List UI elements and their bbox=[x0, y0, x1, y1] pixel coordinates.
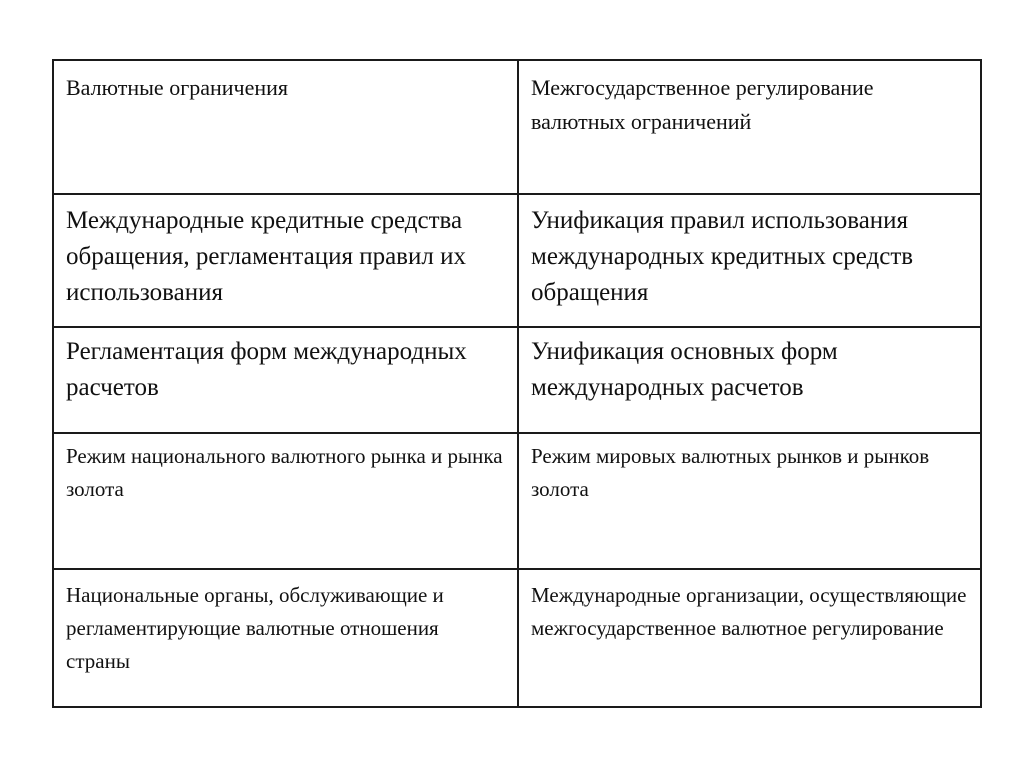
cell-text: Режим мировых валютных рынков и рынков золота bbox=[531, 444, 930, 501]
table-row bbox=[53, 433, 981, 569]
table-cell-left bbox=[53, 569, 518, 707]
table-cell-right bbox=[518, 60, 981, 194]
cell-text: Валютные ограничения bbox=[66, 75, 289, 100]
table-cell-left bbox=[53, 433, 518, 569]
cell-text: Регламентация форм международных расчетов bbox=[66, 338, 467, 401]
comparison-table bbox=[52, 59, 982, 708]
cell-text: Режим национального валютного рынка и рынка золота bbox=[66, 444, 503, 501]
table-row bbox=[53, 60, 981, 194]
table-cell-left bbox=[53, 327, 518, 433]
cell-text: Национальные органы, обслуживающие и регламентирующие валютные отношения страны bbox=[66, 583, 444, 673]
table-row bbox=[53, 327, 981, 433]
table-cell-right bbox=[518, 569, 981, 707]
table-row bbox=[53, 194, 981, 327]
table-cell-left bbox=[53, 60, 518, 194]
cell-text: Международные организации, осуществляющие межгосударственное валютное регулирование bbox=[531, 583, 967, 640]
table-cell-right bbox=[518, 194, 981, 327]
table-cell-right bbox=[518, 327, 981, 433]
cell-text: Унификация основных форм международных расчетов bbox=[531, 338, 838, 401]
table-cell-right bbox=[518, 433, 981, 569]
cell-text: Унификация правил использования международных кредитных средств обращения bbox=[531, 207, 914, 306]
table-cell-left bbox=[53, 194, 518, 327]
cell-text: Межгосударственное регулирование валютных ограничений bbox=[531, 75, 874, 134]
table-row bbox=[53, 569, 981, 707]
cell-text: Международные кредитные средства обращения, регламентация правил их использования bbox=[66, 207, 466, 306]
